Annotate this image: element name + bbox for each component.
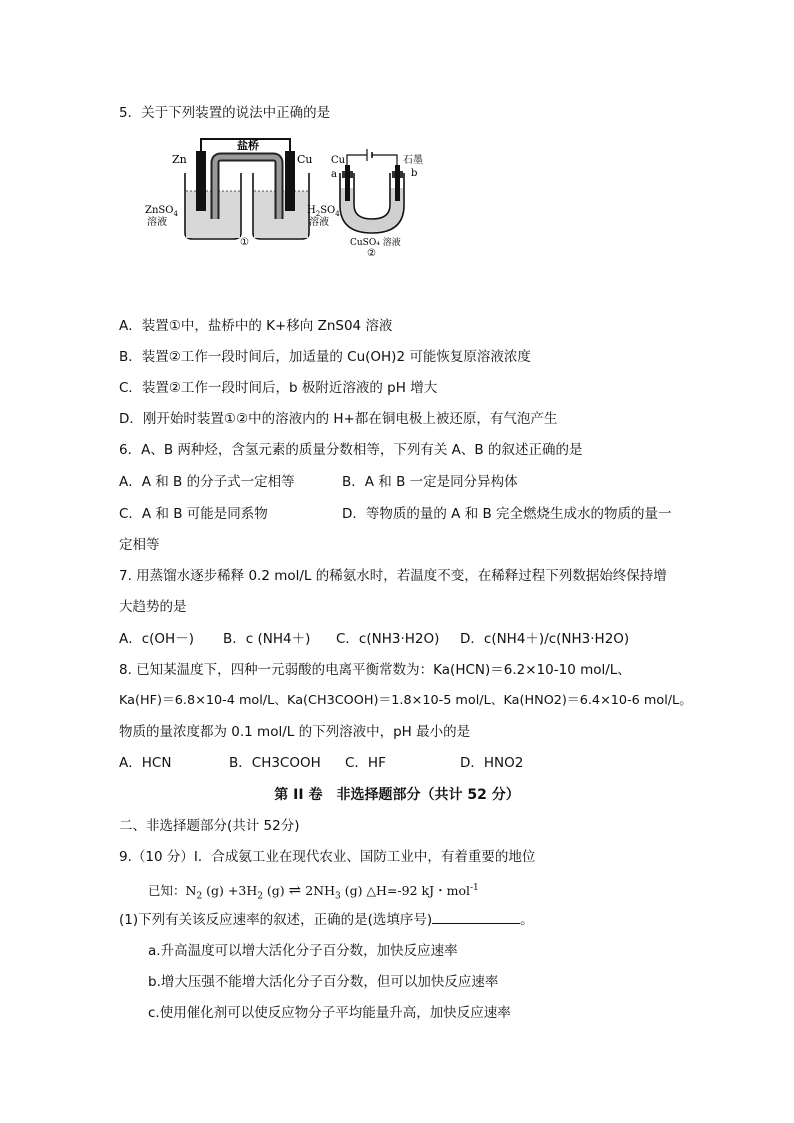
- equilibrium-arrow-icon: ⇌: [288, 881, 302, 900]
- q5-option-c: C．装置②工作一段时间后，b 极附近溶液的 pH 增大: [119, 380, 438, 396]
- q8-line2: Ka(HF)＝6.8×10-4 mol/L、Ka(CH3COOH)＝1.8×10-5 mol/L、Ka(HNO2)＝6.4×10-6 mol/L。: [119, 693, 692, 708]
- q6-option-d: D．等物质的量的 A 和 B 完全燃烧生成水的物质的量一: [342, 506, 672, 522]
- q8-line3: 物质的量浓度都为 0.1 mol/L 的下列溶液中，pH 最小的是: [119, 724, 471, 740]
- q9-stem: 9.（10 分）Ⅰ．合成氨工业在现代农业、国防工业中，有着重要的地位: [119, 849, 536, 865]
- q9-option-b: b.增大压强不能增大活化分子百分数，但可以加快反应速率: [148, 974, 499, 990]
- dev2-number: ②: [367, 248, 376, 259]
- q9-equation: 已知：$N_2$ $(g) +3H_2$ (g) ⇌ $2NH_3$ (g) △H=-92 kJ・mol$^{-1}$: [148, 881, 479, 902]
- q7-stem-line1: 7. 用蒸馏水逐步稀释 0.2 mol/L 的稀氨水时，若温度不变，在稀释过程下列数据始终保持增: [119, 568, 667, 584]
- section-subtitle: 二、非选择题部分(共计 52分): [119, 818, 300, 834]
- q6-option-d-cont: 定相等: [119, 537, 160, 553]
- q8-line1: 8. 已知某温度下，四种一元弱酸的电离平衡常数为：Ka(HCN)＝6.2×10-10 mol/L、: [119, 662, 631, 678]
- section-title: 第 II 卷 非选择题部分（共计 52 分）: [274, 787, 520, 803]
- q6-option-a: A．A 和 B 的分子式一定相等: [119, 474, 295, 490]
- q5-option-b: B．装置②工作一段时间后，加适量的 Cu(OH)2 可能恢复原溶液浓度: [119, 349, 531, 365]
- q9-option-a: a.升高温度可以增大活化分子百分数，加快反应速率: [148, 943, 458, 959]
- q5-option-a: A．装置①中，盐桥中的 K+移向 ZnS04 溶液: [119, 318, 393, 334]
- q7-option-c: C．c(NH3·H2O): [336, 631, 440, 647]
- q6-option-b: B．A 和 B 一定是同分异构体: [342, 474, 518, 490]
- dev1-left-solution-2: 溶液: [147, 217, 167, 228]
- q9-option-c: c.使用催化剂可以使反应物分子平均能量升高，加快反应速率: [148, 1005, 511, 1021]
- q8-option-c: C．HF: [345, 755, 386, 771]
- dev2-b-label: b: [411, 168, 418, 179]
- q7-option-a: A．c(OH－): [119, 631, 194, 647]
- q7-option-d: D．c(NH4＋)/c(NH3·H2O): [460, 631, 630, 647]
- dev1-right-solution: $H_2SO_4$: [307, 205, 340, 218]
- q5-stem: 5．关于下列装置的说法中正确的是: [119, 105, 331, 121]
- dev2-graphite-label: 石墨: [403, 155, 423, 166]
- dev1-zn-label: Zn: [172, 153, 187, 166]
- dev1-right-solution-2: 溶液: [309, 217, 329, 228]
- electrochem-figure: [145, 133, 455, 259]
- q8-option-d: D．HNO2: [460, 755, 524, 771]
- dev1-cu-label: Cu: [297, 153, 313, 166]
- q5-option-d: D．刚开始时装置①②中的溶液内的 H+都在铜电极上被还原，有气泡产生: [119, 411, 558, 427]
- q6-stem: 6．A、B 两种烃，含氢元素的质量分数相等，下列有关 A、B 的叙述正确的是: [119, 442, 583, 458]
- dev1-number: ①: [240, 237, 249, 248]
- answer-blank[interactable]: [432, 909, 520, 924]
- q9-sub1: (1)下列有关该反应速率的叙述，正确的是(选填序号) 。: [119, 909, 534, 930]
- q7-stem-line2: 大趋势的是: [119, 599, 187, 615]
- dev2-a-label: a: [331, 169, 337, 180]
- q6-option-c: C．A 和 B 可能是同系物: [119, 506, 268, 522]
- dev2-solution-label: CuSO₄ 溶液: [350, 238, 401, 248]
- dev1-left-solution: ZnSO$_4$: [145, 205, 178, 218]
- dev2-cu-label: Cu: [331, 155, 346, 166]
- q7-option-b: B．c (NH4＋): [223, 631, 311, 647]
- q8-option-b: B．CH3COOH: [229, 755, 321, 771]
- dev1-bridge-label: 盐桥: [237, 139, 259, 152]
- q8-option-a: A．HCN: [119, 755, 172, 771]
